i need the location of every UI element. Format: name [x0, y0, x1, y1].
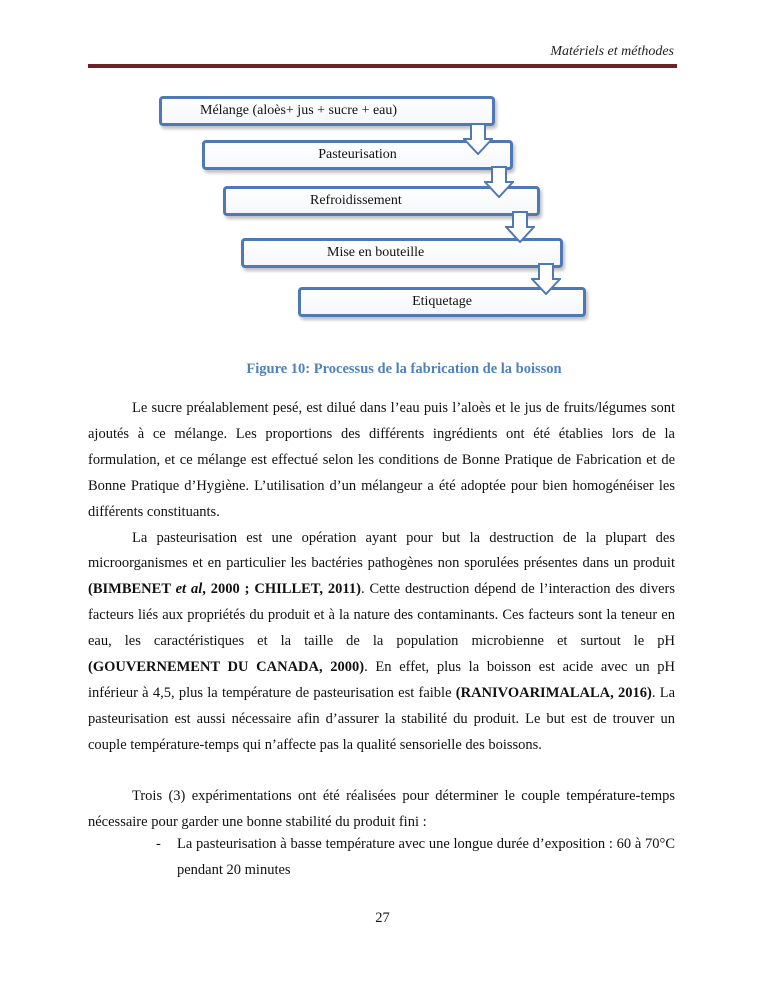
body-text [88, 396, 675, 836]
down-arrow-icon [531, 263, 561, 295]
flow-step-label: Refroidissement [310, 193, 402, 208]
list-item [88, 832, 675, 884]
flow-step-label: Etiquetage [412, 294, 472, 309]
down-arrow-icon [505, 211, 535, 243]
figure-caption: Figure 10: Processus de la fabrication de la boisson [246, 361, 562, 377]
down-arrow-icon [484, 166, 514, 198]
experiment-list [88, 832, 675, 884]
paragraph-1: Le sucre préalablement pesé, est dilué dans l’eau puis l’aloès et le jus de fruits/légumes sont ajoutés à ce mélange. Les proportions des différents ingrédients ont été établies lors de la formulation, et ce mélange est effectué selon les conditions de Bonne Pratique de Fabrication et de Bonne Pratique d’Hygiène. L’utilisation d’un mélangeur a été adoptée pour bien homogénéiser les différents constituants. [88, 400, 675, 520]
citation: (BIMBENET et al, 2000 ; CHILLET, 2011) [88, 581, 361, 598]
paragraph-text: . Cette destruction dépend de l’interaction des divers facteurs liés aux propriétés du produit et à la nature des contaminants. Ces facteurs sont la teneur en eau, les caractéristiques et la taille de la population microbienne et surtout le pH [88, 581, 675, 650]
citation: (GOUVERNEMENT DU CANADA, 2000) [88, 659, 365, 676]
flow-step-melange [159, 96, 495, 126]
list-item-text: La pasteurisation à basse température avec une longue durée d’exposition : 60 à 70°C pendant 20 minutes [177, 836, 675, 878]
flow-step-label: Mélange (aloès+ jus + sucre + eau) [200, 103, 398, 118]
down-arrow-icon [463, 123, 493, 155]
page-number: 27 [375, 910, 390, 926]
paragraph-2 [88, 526, 675, 759]
citation: (RANIVOARIMALALA, 2016) [455, 684, 652, 701]
paragraph-text: La pasteurisation est une opération ayant pour but la destruction de la plupart des microorganismes et en particulier les bactéries pathogènes non sporulées présentes dans un produit [88, 529, 675, 572]
flow-step-label: Mise en bouteille [327, 245, 425, 260]
paragraph-3: Trois (3) expérimentations ont été réalisées pour déterminer le couple température-temps nécessaire pour garder une bonne stabilité du produit fini : [88, 787, 675, 830]
paragraph-text: . La pasteurisation est aussi nécessaire afin d’assurer la stabilité du produit. Le but est de trouver un couple température-temps qui n’affecte pas la qualité sensorielle des boissons. [88, 684, 676, 753]
list-bullet: - [156, 836, 161, 852]
header-title: Matériels et méthodes [550, 44, 674, 59]
flow-step-label: Pasteurisation [318, 147, 397, 162]
paragraph-text: . En effet, plus la boisson est acide avec un pH inférieur à 4,5, plus la température de pasteurisation est faible [88, 659, 676, 701]
header-rule [88, 64, 677, 68]
